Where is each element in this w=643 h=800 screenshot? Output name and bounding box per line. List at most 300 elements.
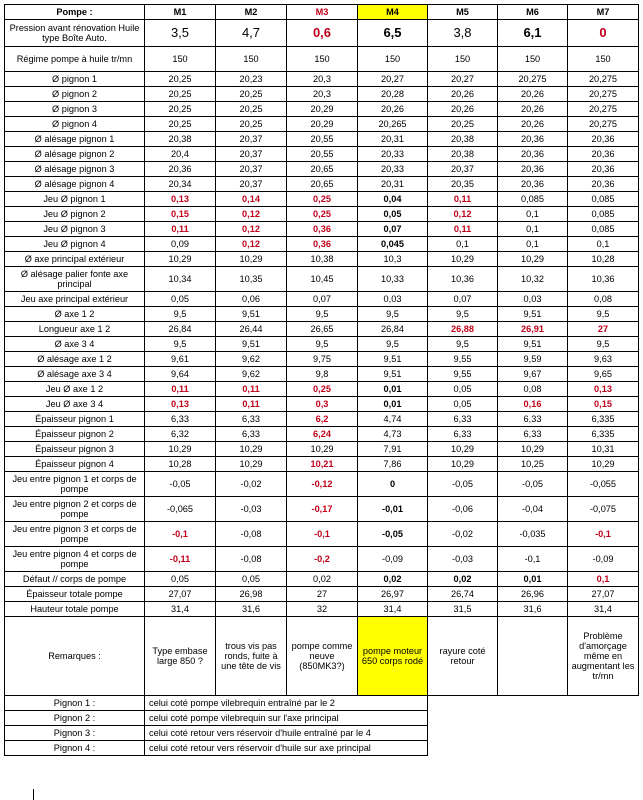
table-cell: 20,25 <box>216 87 287 102</box>
table-cell: 0,1 <box>428 237 498 252</box>
row-label: Pression avant rénovation Huile type Boîte Auto. <box>5 20 145 47</box>
table-row <box>5 602 639 617</box>
table-cell: 27 <box>287 587 358 602</box>
table-cell: 0,085 <box>568 207 639 222</box>
table-cell: 6,32 <box>145 427 216 442</box>
row-label: Jeu Ø pignon 3 <box>5 222 145 237</box>
table-cell: 150 <box>145 47 216 72</box>
table-row <box>5 47 639 72</box>
table-cell: 31,5 <box>428 602 498 617</box>
table-cell: 20,36 <box>568 132 639 147</box>
header-model: M6 <box>498 5 568 20</box>
table-cell: 10,38 <box>287 252 358 267</box>
table-cell: 20,36 <box>568 177 639 192</box>
table-cell: 0,1 <box>568 237 639 252</box>
table-cell: 9,5 <box>358 307 428 322</box>
table-cell: 26,65 <box>287 322 358 337</box>
table-cell: 0,03 <box>498 292 568 307</box>
table-cell: 10,29 <box>498 442 568 457</box>
table-cell: 0,13 <box>568 382 639 397</box>
table-cell: 0,12 <box>428 207 498 222</box>
table-row <box>5 292 639 307</box>
note-row <box>5 696 639 711</box>
table-cell: -0,03 <box>428 547 498 572</box>
table-cell: 26,84 <box>358 322 428 337</box>
table-cell: 20,275 <box>498 72 568 87</box>
table-row <box>5 207 639 222</box>
table-cell: 9,5 <box>358 337 428 352</box>
table-cell: 0,11 <box>145 382 216 397</box>
table-cell: 9,51 <box>216 337 287 352</box>
table-cell: -0,02 <box>428 522 498 547</box>
table-cell: 10,29 <box>428 252 498 267</box>
row-label: Ø alésage pignon 1 <box>5 132 145 147</box>
remark-cell: trous vis pas ronds, fuite à une tête de vis <box>216 617 287 696</box>
table-cell: 10,29 <box>428 442 498 457</box>
table-cell: 0,05 <box>358 207 428 222</box>
table-cell: 20,275 <box>568 87 639 102</box>
row-label: Jeu Ø pignon 1 <box>5 192 145 207</box>
table-cell: 0,03 <box>358 292 428 307</box>
row-label: Ø axe 1 2 <box>5 307 145 322</box>
table-cell: 4,7 <box>216 20 287 47</box>
table-cell: 20,65 <box>287 162 358 177</box>
table-cell: -0,2 <box>287 547 358 572</box>
table-cell: 20,55 <box>287 132 358 147</box>
table-cell: 0,13 <box>145 192 216 207</box>
table-cell: 4,73 <box>358 427 428 442</box>
table-cell: 9,61 <box>145 352 216 367</box>
table-cell: -0,12 <box>287 472 358 497</box>
remark-cell: pompe moteur 650 corps rodé <box>358 617 428 696</box>
row-label: Régime pompe à huile tr/mn <box>5 47 145 72</box>
row-label: Ø pignon 1 <box>5 72 145 87</box>
table-cell: -0,05 <box>358 522 428 547</box>
table-cell: 20,25 <box>145 117 216 132</box>
table-cell: 0,05 <box>428 397 498 412</box>
table-cell: 10,33 <box>358 267 428 292</box>
table-cell: 7,91 <box>358 442 428 457</box>
table-cell: 31,4 <box>568 602 639 617</box>
table-cell: -0,1 <box>145 522 216 547</box>
table-row <box>5 457 639 472</box>
table-cell: 150 <box>358 47 428 72</box>
table-cell: 20,36 <box>145 162 216 177</box>
table-cell: 6,335 <box>568 427 639 442</box>
table-cell: -0,02 <box>216 472 287 497</box>
row-label: Jeu entre pignon 3 et corps de pompe <box>5 522 145 547</box>
row-label: Ø alésage pignon 4 <box>5 177 145 192</box>
table-cell: 9,64 <box>145 367 216 382</box>
table-cell: -0,17 <box>287 497 358 522</box>
table-cell: 26,98 <box>216 587 287 602</box>
table-cell: 0,25 <box>287 192 358 207</box>
table-row <box>5 337 639 352</box>
table-row <box>5 252 639 267</box>
table-cell: 0,09 <box>145 237 216 252</box>
table-row <box>5 132 639 147</box>
table-cell: 0,1 <box>498 237 568 252</box>
measurement-sheet <box>4 4 639 756</box>
row-label: Jeu entre pignon 2 et corps de pompe <box>5 497 145 522</box>
table-cell: 26,84 <box>145 322 216 337</box>
table-row <box>5 442 639 457</box>
table-cell: 9,51 <box>358 352 428 367</box>
header-model: M5 <box>428 5 498 20</box>
table-cell: 20,37 <box>216 162 287 177</box>
header-label: Pompe : <box>5 5 145 20</box>
table-cell: 9,5 <box>428 307 498 322</box>
table-cell: 9,5 <box>568 307 639 322</box>
table-cell: 9,51 <box>358 367 428 382</box>
header-model-highlighted: M4 <box>358 5 428 20</box>
table-cell: 150 <box>498 47 568 72</box>
table-cell: 6,33 <box>428 427 498 442</box>
table-cell: -0,08 <box>216 522 287 547</box>
table-cell: 0,02 <box>358 572 428 587</box>
table-cell: 10,36 <box>568 267 639 292</box>
table-cell: 3,5 <box>145 20 216 47</box>
note-text: celui coté retour vers réservoir d'huile sur axe principal <box>145 741 428 756</box>
table-row <box>5 352 639 367</box>
table-cell: 10,21 <box>287 457 358 472</box>
table-cell: 20,25 <box>145 102 216 117</box>
row-label: Épaisseur pignon 1 <box>5 412 145 427</box>
table-cell: 10,28 <box>145 457 216 472</box>
table-cell: 10,35 <box>216 267 287 292</box>
table-cell: 0,11 <box>428 192 498 207</box>
table-cell: 0,11 <box>216 382 287 397</box>
table-cell: 20,25 <box>216 102 287 117</box>
table-cell: 150 <box>428 47 498 72</box>
table-cell: 9,63 <box>568 352 639 367</box>
table-row <box>5 20 639 47</box>
row-label: Longueur axe 1 2 <box>5 322 145 337</box>
table-cell: 20,36 <box>568 162 639 177</box>
table-cell: 0,085 <box>498 192 568 207</box>
table-cell: 20,31 <box>358 177 428 192</box>
table-cell: 26,74 <box>428 587 498 602</box>
table-cell: 0,12 <box>216 222 287 237</box>
row-label: Jeu entre pignon 4 et corps de pompe <box>5 547 145 572</box>
table-cell: 10,29 <box>145 442 216 457</box>
table-cell: 0,04 <box>358 192 428 207</box>
table-cell: 20,26 <box>498 87 568 102</box>
table-cell: 6,24 <box>287 427 358 442</box>
table-cell: 0,36 <box>287 222 358 237</box>
table-cell: 20,275 <box>568 72 639 87</box>
table-cell: 3,8 <box>428 20 498 47</box>
table-row <box>5 267 639 292</box>
table-cell: 20,25 <box>216 117 287 132</box>
header-model: M2 <box>216 5 287 20</box>
table-row <box>5 367 639 382</box>
table-cell: 32 <box>287 602 358 617</box>
pump-measurement-table <box>4 4 639 756</box>
table-cell: 0,1 <box>568 572 639 587</box>
table-cell: 20,37 <box>216 177 287 192</box>
table-cell: 20,23 <box>216 72 287 87</box>
table-cell: -0,065 <box>145 497 216 522</box>
table-cell: 0,07 <box>287 292 358 307</box>
table-cell: -0,01 <box>358 497 428 522</box>
table-cell: 26,44 <box>216 322 287 337</box>
table-cell: 20,36 <box>498 132 568 147</box>
table-cell: 150 <box>287 47 358 72</box>
note-label: Pignon 2 : <box>5 711 145 726</box>
row-label: Ø alésage axe 3 4 <box>5 367 145 382</box>
table-cell: 9,5 <box>145 337 216 352</box>
table-cell: 150 <box>568 47 639 72</box>
table-cell: 0,15 <box>568 397 639 412</box>
table-cell: 9,5 <box>568 337 639 352</box>
table-row <box>5 472 639 497</box>
row-label: Épaisseur pignon 3 <box>5 442 145 457</box>
table-cell: -0,06 <box>428 497 498 522</box>
row-label: Épaisseur pignon 2 <box>5 427 145 442</box>
table-cell: 6,33 <box>145 412 216 427</box>
table-cell: 20,3 <box>287 72 358 87</box>
table-cell: 10,34 <box>145 267 216 292</box>
remark-cell <box>498 617 568 696</box>
table-cell: 6,33 <box>498 427 568 442</box>
table-cell: 31,4 <box>358 602 428 617</box>
table-cell: 20,27 <box>358 72 428 87</box>
table-cell: 20,265 <box>358 117 428 132</box>
table-cell: 20,65 <box>287 177 358 192</box>
table-cell: 31,4 <box>145 602 216 617</box>
table-cell: 10,28 <box>568 252 639 267</box>
table-cell: -0,075 <box>568 497 639 522</box>
table-cell: 9,59 <box>498 352 568 367</box>
table-cell: 0,16 <box>498 397 568 412</box>
table-cell: 0,12 <box>216 207 287 222</box>
remark-cell: pompe comme neuve (850MK3?) <box>287 617 358 696</box>
table-cell: 10,29 <box>145 252 216 267</box>
table-cell: 9,5 <box>287 307 358 322</box>
table-cell: 9,8 <box>287 367 358 382</box>
table-cell: 10,25 <box>498 457 568 472</box>
table-row <box>5 87 639 102</box>
table-cell: 9,67 <box>498 367 568 382</box>
table-cell: 0,11 <box>216 397 287 412</box>
table-row <box>5 572 639 587</box>
table-cell: 20,31 <box>358 132 428 147</box>
table-cell: 10,45 <box>287 267 358 292</box>
table-cell: 10,29 <box>428 457 498 472</box>
table-cell: 20,55 <box>287 147 358 162</box>
table-cell: 10,3 <box>358 252 428 267</box>
table-cell: 20,38 <box>145 132 216 147</box>
header-model: M3 <box>287 5 358 20</box>
table-cell: -0,1 <box>568 522 639 547</box>
table-cell: 20,38 <box>428 147 498 162</box>
table-cell: 0,1 <box>498 207 568 222</box>
table-cell: 10,29 <box>287 442 358 457</box>
table-cell: 0,6 <box>287 20 358 47</box>
table-cell: 20,37 <box>428 162 498 177</box>
table-cell: 0,07 <box>428 292 498 307</box>
table-cell: 0,085 <box>568 192 639 207</box>
row-label: Jeu Ø pignon 4 <box>5 237 145 252</box>
table-cell: 7,86 <box>358 457 428 472</box>
table-cell: 0,12 <box>216 237 287 252</box>
table-cell: 0,25 <box>287 382 358 397</box>
table-row <box>5 587 639 602</box>
table-cell: 0,05 <box>428 382 498 397</box>
row-label: Jeu Ø axe 3 4 <box>5 397 145 412</box>
table-cell: 6,335 <box>568 412 639 427</box>
table-cell: -0,03 <box>216 497 287 522</box>
table-cell: -0,11 <box>145 547 216 572</box>
table-cell: 31,6 <box>498 602 568 617</box>
table-cell: 20,26 <box>498 102 568 117</box>
table-row <box>5 522 639 547</box>
table-cell: 20,26 <box>498 117 568 132</box>
remark-cell: Type embase large 850 ? <box>145 617 216 696</box>
table-cell: 6,1 <box>498 20 568 47</box>
table-cell: 0,045 <box>358 237 428 252</box>
table-cell: 0,07 <box>358 222 428 237</box>
row-label: Ø alésage axe 1 2 <box>5 352 145 367</box>
table-cell: 0,02 <box>428 572 498 587</box>
table-row <box>5 497 639 522</box>
header-row <box>5 5 639 20</box>
row-label: Épaisseur pignon 4 <box>5 457 145 472</box>
table-cell: 6,5 <box>358 20 428 47</box>
table-cell: -0,08 <box>216 547 287 572</box>
table-row <box>5 192 639 207</box>
table-row <box>5 117 639 132</box>
table-cell: 20,36 <box>498 177 568 192</box>
row-label: Ø alésage pignon 3 <box>5 162 145 177</box>
table-cell: -0,05 <box>145 472 216 497</box>
remarks-row <box>5 617 639 696</box>
row-label: Ø pignon 4 <box>5 117 145 132</box>
table-cell: -0,09 <box>568 547 639 572</box>
table-cell: 20,37 <box>216 132 287 147</box>
table-cell: 6,33 <box>428 412 498 427</box>
table-cell: 20,33 <box>358 147 428 162</box>
table-cell: 20,3 <box>287 87 358 102</box>
table-cell: 6,33 <box>216 412 287 427</box>
table-row <box>5 307 639 322</box>
table-cell: 31,6 <box>216 602 287 617</box>
table-cell: 0 <box>568 20 639 47</box>
table-cell: 0,08 <box>568 292 639 307</box>
table-cell: 6,33 <box>216 427 287 442</box>
table-cell: 20,25 <box>145 72 216 87</box>
table-row <box>5 237 639 252</box>
row-label: Jeu axe principal extérieur <box>5 292 145 307</box>
table-cell: 10,29 <box>216 442 287 457</box>
table-cell: 4,74 <box>358 412 428 427</box>
table-row <box>5 322 639 337</box>
table-row <box>5 397 639 412</box>
row-label: Défaut // corps de pompe <box>5 572 145 587</box>
table-cell: 9,65 <box>568 367 639 382</box>
table-row <box>5 382 639 397</box>
row-label: Jeu Ø pignon 2 <box>5 207 145 222</box>
row-label: Ø pignon 3 <box>5 102 145 117</box>
table-cell: 20,36 <box>498 147 568 162</box>
table-cell: 9,5 <box>428 337 498 352</box>
table-cell: 9,62 <box>216 367 287 382</box>
table-cell: 27,07 <box>145 587 216 602</box>
note-text: celui coté pompe vilebrequin entraîné par le 2 <box>145 696 428 711</box>
table-cell: -0,1 <box>498 547 568 572</box>
table-cell: 0,13 <box>145 397 216 412</box>
table-cell: 0,3 <box>287 397 358 412</box>
table-cell: 9,62 <box>216 352 287 367</box>
table-cell: 20,27 <box>428 72 498 87</box>
table-cell: 0,01 <box>498 572 568 587</box>
table-cell: 20,28 <box>358 87 428 102</box>
row-label: Ø axe 3 4 <box>5 337 145 352</box>
row-label: Jeu Ø axe 1 2 <box>5 382 145 397</box>
table-cell: 0,1 <box>498 222 568 237</box>
table-row <box>5 412 639 427</box>
table-cell: 9,51 <box>216 307 287 322</box>
table-row <box>5 177 639 192</box>
table-cell: 20,29 <box>287 117 358 132</box>
table-cell: 26,91 <box>498 322 568 337</box>
table-cell: 0,02 <box>287 572 358 587</box>
table-row <box>5 162 639 177</box>
table-cell: 20,37 <box>216 147 287 162</box>
note-row <box>5 711 639 726</box>
table-cell: 20,33 <box>358 162 428 177</box>
table-cell: 20,26 <box>428 87 498 102</box>
table-cell: 20,36 <box>498 162 568 177</box>
table-cell: 0,15 <box>145 207 216 222</box>
note-label: Pignon 4 : <box>5 741 145 756</box>
table-cell: 0,05 <box>145 572 216 587</box>
table-cell: -0,05 <box>498 472 568 497</box>
note-row <box>5 741 639 756</box>
table-cell: 10,29 <box>568 457 639 472</box>
table-cell: 20,35 <box>428 177 498 192</box>
note-text: celui coté pompe vilebrequin sur l'axe principal <box>145 711 428 726</box>
table-cell: 9,75 <box>287 352 358 367</box>
table-cell: -0,035 <box>498 522 568 547</box>
table-cell: 26,97 <box>358 587 428 602</box>
table-cell: 0,05 <box>145 292 216 307</box>
note-row <box>5 726 639 741</box>
table-row <box>5 222 639 237</box>
table-cell: 20,38 <box>428 132 498 147</box>
table-cell: 150 <box>216 47 287 72</box>
note-label: Pignon 1 : <box>5 696 145 711</box>
table-cell: 0,08 <box>498 382 568 397</box>
table-cell: 20,275 <box>568 117 639 132</box>
table-cell: 0,36 <box>287 237 358 252</box>
table-cell: -0,04 <box>498 497 568 522</box>
header-model: M1 <box>145 5 216 20</box>
table-cell: 10,29 <box>216 252 287 267</box>
table-cell: 9,55 <box>428 352 498 367</box>
row-label: Ø axe principal extérieur <box>5 252 145 267</box>
table-cell: 20,26 <box>358 102 428 117</box>
remark-cell: rayure coté retour <box>428 617 498 696</box>
remark-cell: Problème d'amorçage même en augmentant les tr/mn <box>568 617 639 696</box>
row-label: Hauteur totale pompe <box>5 602 145 617</box>
table-cell: 0,06 <box>216 292 287 307</box>
table-cell: 0,05 <box>216 572 287 587</box>
table-cell: 10,31 <box>568 442 639 457</box>
table-row <box>5 427 639 442</box>
margin-mark <box>33 789 34 800</box>
